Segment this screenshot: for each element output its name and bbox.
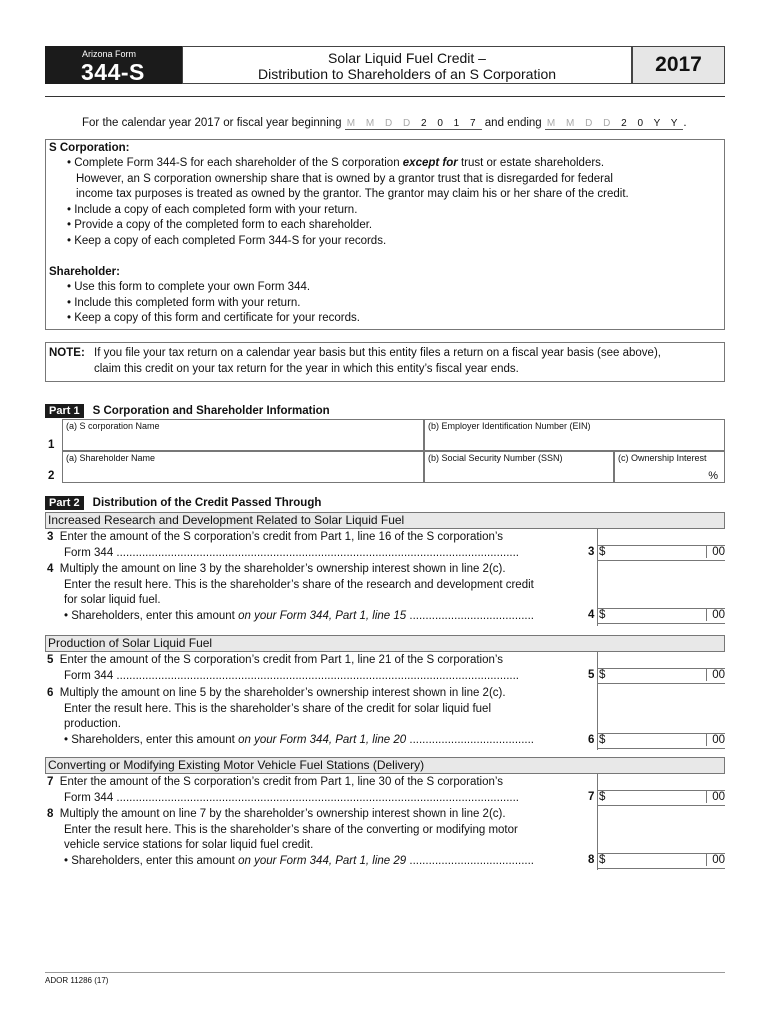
title-line-2: Distribution to Shareholders of an S Corporation [257,66,557,82]
part1-row1-number: 1 [48,439,55,451]
note-box [45,342,725,382]
form-state: Arizona Form [82,49,137,59]
section-research-development: Increased Research and Development Related to Solar Liquid Fuel [45,512,725,529]
line-3-amount[interactable]: $ 00 [597,545,725,561]
part1-row2-number: 2 [48,470,55,482]
part2-title: Distribution of the Credit Passed Through [92,497,322,509]
title-line-1: Solar Liquid Fuel Credit – [328,50,486,66]
ownership-interest-field[interactable]: (c) Ownership Interest % [614,451,725,483]
line-6: 6 Multiply the amount on line 5 by the shareholder’s ownership interest shown in line 2(c). Enter the result here. This is the shareholder’s share of the credit for solar liquid fuel production. • Shareholders, enter this amount on your Form 344, Part 1, line 20 ....................................... [47,687,535,746]
box-5-label: 5 [588,669,595,681]
ein-field[interactable]: (b) Employer Identification Number (EIN) [424,419,725,451]
s-corp-heading: S Corporation: [49,142,130,154]
form-number-box [45,46,182,84]
shareholder-item-2: • Include this completed form with your return. [67,297,301,309]
percent-sign: % [708,470,718,482]
s-corp-item-3: • Provide a copy of the completed form to each shareholder. [67,219,373,231]
note-label: NOTE: [49,347,85,359]
s-corp-item-1-cont: However, an S corporation ownership share that is owned by a grantor trust that is disregarded for federal [76,173,613,185]
part2-header [45,497,321,509]
shareholder-item-3: • Keep a copy of this form and certificate for your records. [67,312,360,324]
instructions-box [45,139,725,330]
footer-code: ADOR 11286 (17) [45,976,109,985]
line-7-amount[interactable]: $ 00 [597,790,725,806]
shareholder-name-field[interactable]: (a) Shareholder Name [62,451,424,483]
fiscal-end-date-field[interactable]: M M D D 2 0 Y Y [546,118,682,129]
part1-header [45,405,330,417]
footer-divider [45,972,725,973]
s-corp-item-1: • Complete Form 344-S for each shareholder of the S corporation except for trust or estate shareholders. [67,157,605,169]
line-6-amount[interactable]: $ 00 [597,733,725,749]
line-5-amount[interactable]: $ 00 [597,668,725,684]
note-line-1: If you file your tax return on a calendar year basis but this entity files a return on a fiscal year basis (see above), [94,347,661,359]
line-4-amount[interactable]: $ 00 [597,608,725,624]
line-8-amount[interactable]: $ 00 [597,853,725,869]
ssn-field[interactable]: (b) Social Security Number (SSN) [424,451,614,483]
header-divider [45,96,725,97]
box-8-label: 8 [588,854,595,866]
box-6-label: 6 [588,734,595,746]
line-3: 3 Enter the amount of the S corporation’s credit from Part 1, line 16 of the S corporation’s Form 344 .............................................................................................................................. [47,531,519,559]
s-corp-item-1-cont2: income tax purposes is treated as owned by the grantor. The grantor may claim his or her share of the credit. [76,188,629,200]
s-corp-item-2: • Include a copy of each completed form with your return. [67,204,358,216]
note-line-2: claim this credit on your tax return for the year in which this entity’s fiscal year ends. [94,363,519,375]
form-title [182,46,632,84]
line-8: 8 Multiply the amount on line 7 by the shareholder’s ownership interest shown in line 2(c). Enter the result here. This is the shareholder’s share of the converting or modifying motor vehicle service stations for solar liquid fuel credit. • Shareholders, enter this amount on your Form 344, Part 1, line 29 ....................................... [47,808,535,867]
shareholder-item-1: • Use this form to complete your own Form 344. [67,281,311,293]
section-fuel-stations: Converting or Modifying Existing Motor Vehicle Fuel Stations (Delivery) [45,757,725,774]
part1-title: S Corporation and Shareholder Information [92,405,330,417]
form-year: 2017 [632,46,725,84]
fiscal-year-line: For the calendar year 2017 or fiscal year beginning M M D D 2 0 1 7 and ending M M D D 2 0 Y Y . [82,117,687,129]
s-corp-item-4: • Keep a copy of each completed Form 344-S for your records. [67,235,387,247]
section-production: Production of Solar Liquid Fuel [45,635,725,652]
line-7: 7 Enter the amount of the S corporation’s credit from Part 1, line 30 of the S corporation’s Form 344 .............................................................................................................................. [47,776,519,804]
box-7-label: 7 [588,791,595,803]
shareholder-heading: Shareholder: [49,266,120,278]
form-number: 344-S [81,59,145,85]
part1-label: Part 1 [45,404,84,418]
box-3-label: 3 [588,546,595,558]
fiscal-begin-date-field[interactable]: M M D D 2 0 1 7 [346,118,480,129]
fiscal-prefix: For the calendar year 2017 or fiscal year beginning [82,117,342,129]
part2-label: Part 2 [45,496,84,510]
box-4-label: 4 [588,609,595,621]
s-corp-name-field[interactable]: (a) S corporation Name [62,419,424,451]
line-4: 4 Multiply the amount on line 3 by the shareholder’s ownership interest shown in line 2(c). Enter the result here. This is the shareholder’s share of the research and development credit for solar liquid fuel. • Shareholders, enter this amount on your Form 344, Part 1, line 15 ....................................... [47,563,535,622]
fiscal-middle: and ending [484,117,542,129]
line-5: 5 Enter the amount of the S corporation’s credit from Part 1, line 21 of the S corporation’s Form 344 .............................................................................................................................. [47,654,519,682]
